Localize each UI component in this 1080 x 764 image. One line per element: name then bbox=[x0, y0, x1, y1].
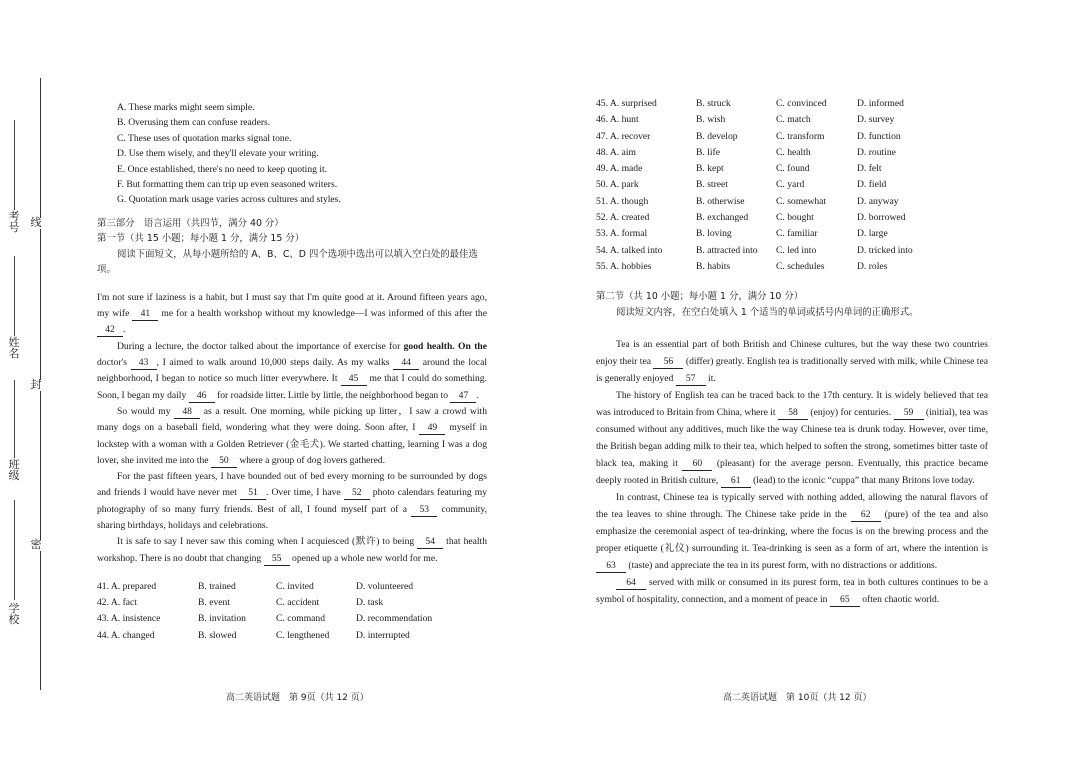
option-a[interactable]: 49. A. made bbox=[596, 163, 643, 175]
blank-59[interactable]: 59 bbox=[894, 407, 924, 420]
option-b[interactable]: B. street bbox=[696, 179, 728, 191]
option-d[interactable]: D. tricked into bbox=[857, 244, 913, 256]
mc-option-row bbox=[596, 226, 947, 242]
mc-option-row bbox=[596, 177, 947, 193]
option-a[interactable]: 52. A. created bbox=[596, 212, 650, 224]
option-line: G. Quotation mark usage varies across cultures and styles. bbox=[117, 194, 341, 206]
option-d[interactable]: D. large bbox=[857, 228, 888, 240]
option-c[interactable]: C. lengthened bbox=[276, 629, 330, 641]
part3-title: 第三部分 语言运用（共四节，满分 40 分） bbox=[97, 217, 284, 229]
exam-no-blank bbox=[14, 120, 15, 210]
option-a[interactable]: 41. A. prepared bbox=[97, 580, 157, 592]
cloze-paragraph-4: For the past fifteen years, I have bounded out of bed every morning to be surrounded by dogs and friends I would have never met 51 . Over time, I have 52 photo calendars featuring my photography of so many furry friends. Best of all, I found myself part of a 53 community, sharing birthdays, holidays and celebrations. bbox=[97, 471, 487, 531]
option-d[interactable]: D. anyway bbox=[857, 195, 899, 207]
blank-63[interactable]: 63 bbox=[596, 560, 626, 573]
school-blank bbox=[14, 500, 15, 600]
option-a[interactable]: 44. A. changed bbox=[97, 629, 155, 641]
option-c[interactable]: C. invited bbox=[276, 580, 314, 592]
option-a[interactable]: 45. A. surprised bbox=[596, 98, 657, 109]
option-c[interactable]: C. found bbox=[776, 163, 810, 175]
option-c[interactable]: C. accident bbox=[276, 597, 320, 609]
mc-option-row bbox=[596, 259, 947, 275]
option-d[interactable]: D. informed bbox=[857, 98, 904, 109]
option-b[interactable]: B. life bbox=[696, 146, 720, 158]
mc-option-row bbox=[596, 243, 947, 259]
blank-61[interactable]: 61 bbox=[721, 475, 751, 488]
mc-option-row bbox=[97, 628, 446, 644]
option-a[interactable]: 50. A. park bbox=[596, 179, 639, 191]
mc-option-row bbox=[596, 96, 947, 112]
exam-no-label: 考号 bbox=[8, 211, 20, 234]
option-a[interactable]: 46. A. hunt bbox=[596, 114, 639, 126]
option-b[interactable]: B. exchanged bbox=[696, 212, 749, 224]
option-b[interactable]: B. habits bbox=[696, 260, 731, 272]
option-a[interactable]: 55. A. hobbies bbox=[596, 260, 652, 272]
blank-46[interactable]: 46 bbox=[189, 390, 215, 403]
blank-53[interactable]: 53 bbox=[411, 504, 437, 517]
cloze-paragraph-1: I'm not sure if laziness is a habit, but I must say that I'm quite good at it. Around fifteen years ago, my wife 41 me for a health workshop without my knowledge—I was informed of this after the 42 . bbox=[97, 291, 487, 336]
mc-option-row bbox=[596, 129, 947, 145]
section2-title: 第二节（共 10 小题；每小题 1 分，满分 10 分） bbox=[596, 291, 804, 303]
school-label: 学校 bbox=[8, 603, 20, 626]
option-a[interactable]: 51. A. though bbox=[596, 195, 649, 207]
option-a[interactable]: 43. A. insistence bbox=[97, 613, 161, 625]
option-c[interactable]: C. led into bbox=[776, 244, 817, 256]
mc-option-row bbox=[596, 145, 947, 161]
class-blank bbox=[14, 380, 15, 458]
option-a[interactable]: 53. A. formal bbox=[596, 228, 648, 240]
option-b[interactable]: B. slowed bbox=[198, 629, 237, 641]
blank-62[interactable]: 62 bbox=[851, 509, 881, 522]
option-d[interactable]: D. survey bbox=[857, 114, 895, 126]
option-b[interactable]: B. struck bbox=[696, 98, 731, 109]
option-c[interactable]: C. schedules bbox=[776, 260, 825, 272]
seven-five-options bbox=[97, 100, 487, 208]
option-c[interactable]: C. bought bbox=[776, 212, 814, 224]
cloze-paragraph-2: During a lecture, the doctor talked about the importance of exercise for good health. On the doctor's 43 , I aimed to walk around 10,000 steps daily. As my walks 44 around the local neighborhood, I began to notice so much litter everywhere. It 45 me that I could do something. Soon, I began my daily 46 for roadside litter. Little by little, the neighborhood began to 47 . bbox=[97, 340, 487, 401]
blank-57[interactable]: 57 bbox=[676, 373, 706, 386]
option-d[interactable]: D. borrowed bbox=[857, 212, 906, 224]
option-line: F. But formatting them can trip up even seasoned writers. bbox=[117, 179, 338, 191]
mc-option-row bbox=[596, 210, 947, 226]
page-footer-10: 高二英语试题 第 10页（共 12 页） bbox=[723, 693, 872, 703]
mc-options-45-55 bbox=[596, 96, 947, 275]
blank-56[interactable]: 56 bbox=[653, 356, 683, 369]
mc-option-row bbox=[596, 112, 947, 128]
option-b[interactable]: B. invitation bbox=[198, 613, 246, 625]
blank-45[interactable]: 45 bbox=[341, 373, 367, 386]
blank-50[interactable]: 50 bbox=[211, 455, 237, 468]
option-b[interactable]: B. loving bbox=[696, 228, 732, 240]
blank-43[interactable]: 43 bbox=[131, 357, 157, 370]
option-d[interactable]: D. field bbox=[857, 179, 887, 191]
option-c[interactable]: C. health bbox=[776, 146, 811, 158]
option-d[interactable]: D. task bbox=[356, 597, 384, 609]
option-d[interactable]: D. felt bbox=[857, 163, 882, 175]
option-a[interactable]: 47. A. recover bbox=[596, 130, 651, 142]
seal-secret-char: 密 bbox=[30, 539, 42, 551]
right-column bbox=[596, 96, 988, 608]
mc-option-row bbox=[97, 595, 446, 611]
cloze-paragraph-3: So would my 48 as a result. One morning, while picking up litter，I saw a crowd with many dogs on a baseball field, wondering what they were doing. Soon after, I 49 myself in lockstep with a woman with a Golden Retriever (金毛犬). We started chatting, learning I was a dog lover, she invited me into the 50 where a group of dog lovers gathered. bbox=[97, 405, 487, 466]
name-label: 姓名 bbox=[8, 337, 20, 360]
class-label: 班级 bbox=[8, 459, 20, 482]
page-footer-9: 高二英语试题 第 9页（共 12 页） bbox=[226, 693, 369, 703]
option-c[interactable]: C. yard bbox=[776, 179, 805, 191]
mc-options-41-44 bbox=[97, 579, 446, 644]
blank-51[interactable]: 51 bbox=[240, 487, 266, 500]
blank-44[interactable]: 44 bbox=[393, 357, 419, 370]
option-d[interactable]: D. function bbox=[857, 130, 901, 142]
binding-margin bbox=[0, 0, 60, 764]
option-d[interactable]: D. volunteered bbox=[356, 580, 414, 592]
blank-42[interactable]: 42 bbox=[97, 324, 123, 337]
option-line: B. Overusing them can confuse readers. bbox=[117, 117, 271, 129]
blank-64[interactable]: 64 bbox=[616, 577, 646, 590]
mc-option-row bbox=[97, 579, 446, 595]
blank-52[interactable]: 52 bbox=[344, 487, 370, 500]
option-c[interactable]: C. match bbox=[776, 114, 811, 126]
blank-48[interactable]: 48 bbox=[174, 406, 200, 419]
blank-49[interactable]: 49 bbox=[419, 422, 445, 435]
mc-option-row bbox=[97, 611, 446, 627]
blank-55[interactable]: 55 bbox=[264, 553, 290, 566]
option-d[interactable]: D. roles bbox=[857, 260, 888, 272]
option-line: E. Once established, there's no need to keep quoting it. bbox=[117, 163, 328, 175]
option-c[interactable]: C. transform bbox=[776, 130, 825, 142]
option-b[interactable]: B. develop bbox=[696, 130, 738, 142]
option-c[interactable]: C. somewhat bbox=[776, 195, 827, 207]
option-d[interactable]: D. interrupted bbox=[356, 629, 410, 641]
page-10 bbox=[540, 0, 1080, 764]
option-line: D. Use them wisely, and they'll elevate your writing. bbox=[117, 148, 319, 160]
section1-instructions: 阅读下面短文，从每小题所给的 A、B、C、D 四个选项中选出可以填入空白处的最佳选项。 bbox=[97, 248, 478, 276]
gap-paragraph-4: 64 served with milk or consumed in its purest form, tea in both cultures continues to be a symbol of hospitality, connection, and a moment of peace in 65 often chaotic world. bbox=[596, 577, 988, 606]
blank-54[interactable]: 54 bbox=[417, 536, 443, 549]
option-a[interactable]: 54. A. talked into bbox=[596, 244, 663, 256]
option-a[interactable]: 42. A. fact bbox=[97, 597, 137, 609]
gap-paragraph-2: The history of English tea can be traced back to the 17th century. It is widely believed that tea was introduced to Britain from China, where it 58 (enjoy) for centuries. 59 (initial), tea was consumed without any additives, much like the way Chinese tea is drunk today. However, over time, the British began adding milk to their tea, which helped to soften the strong, sometimes bitter taste of black tea, making it 60 (pleasant) for the average person. Eventually, this practice became deeply rooted in British culture, 61 (lead) to the iconic “cuppa” that many Britons love today. bbox=[596, 390, 989, 487]
option-a[interactable]: 48. A. aim bbox=[596, 146, 636, 158]
blank-58[interactable]: 58 bbox=[778, 407, 808, 420]
cloze-paragraph-5: It is safe to say I never saw this coming when I acquiesced (默许) to being 54 that health workshop. There is no doubt that changing 55 opened up a whole new world for me. bbox=[97, 536, 488, 564]
option-c[interactable]: C. convinced bbox=[776, 98, 827, 109]
mc-option-row bbox=[596, 161, 947, 177]
option-c[interactable]: C. familiar bbox=[776, 228, 818, 240]
option-line: A. These marks might seem simple. bbox=[117, 102, 255, 113]
left-column bbox=[97, 100, 487, 644]
gap-paragraph-1: Tea is an essential part of both British and Chinese cultures, but the way these two countries enjoy their tea 56 (differ) greatly. English tea is traditionally served with milk, while Chinese tea is generally enjoyed 57 it. bbox=[596, 339, 988, 385]
name-blank bbox=[14, 256, 15, 336]
section1-title: 第一节（共 15 小题；每小题 1 分，满分 15 分） bbox=[97, 233, 305, 245]
blank-47[interactable]: 47 bbox=[450, 390, 476, 403]
option-line: C. These uses of quotation marks signal tone. bbox=[117, 132, 292, 144]
seal-seal-char: 封 bbox=[30, 379, 42, 391]
seal-line-char: 线 bbox=[30, 217, 42, 229]
mc-option-row bbox=[596, 194, 947, 210]
blank-60[interactable]: 60 bbox=[682, 458, 712, 471]
option-b[interactable]: B. kept bbox=[696, 163, 724, 175]
option-d[interactable]: D. routine bbox=[857, 146, 896, 158]
option-b[interactable]: B. otherwise bbox=[696, 195, 745, 207]
option-c[interactable]: C. command bbox=[276, 613, 326, 625]
section2-instructions: 阅读短文内容，在空白处填入 1 个适当的单词或括号内单词的正确形式。 bbox=[616, 306, 919, 318]
option-d[interactable]: D. recommendation bbox=[356, 613, 433, 625]
blank-41[interactable]: 41 bbox=[132, 308, 158, 321]
blank-65[interactable]: 65 bbox=[830, 594, 860, 607]
option-b[interactable]: B. attracted into bbox=[696, 244, 758, 256]
gap-paragraph-3: In contrast, Chinese tea is typically served with nothing added, allowing the natural flavors of the tea leaves to shine through. The Chinese take pride in the 62 (pure) of the tea and also emphasize the ceremonial aspect of tea-drinking, where the focus is on the brewing process and the proper etiquette (礼仪) surrounding it. Tea-drinking is seen as a form of art, where the intention is 63 (taste) and appreciate the tea in its purest form, with no distractions or additions. bbox=[596, 492, 988, 572]
option-b[interactable]: B. wish bbox=[696, 114, 726, 126]
option-b[interactable]: B. event bbox=[198, 597, 230, 609]
option-b[interactable]: B. trained bbox=[198, 580, 236, 592]
